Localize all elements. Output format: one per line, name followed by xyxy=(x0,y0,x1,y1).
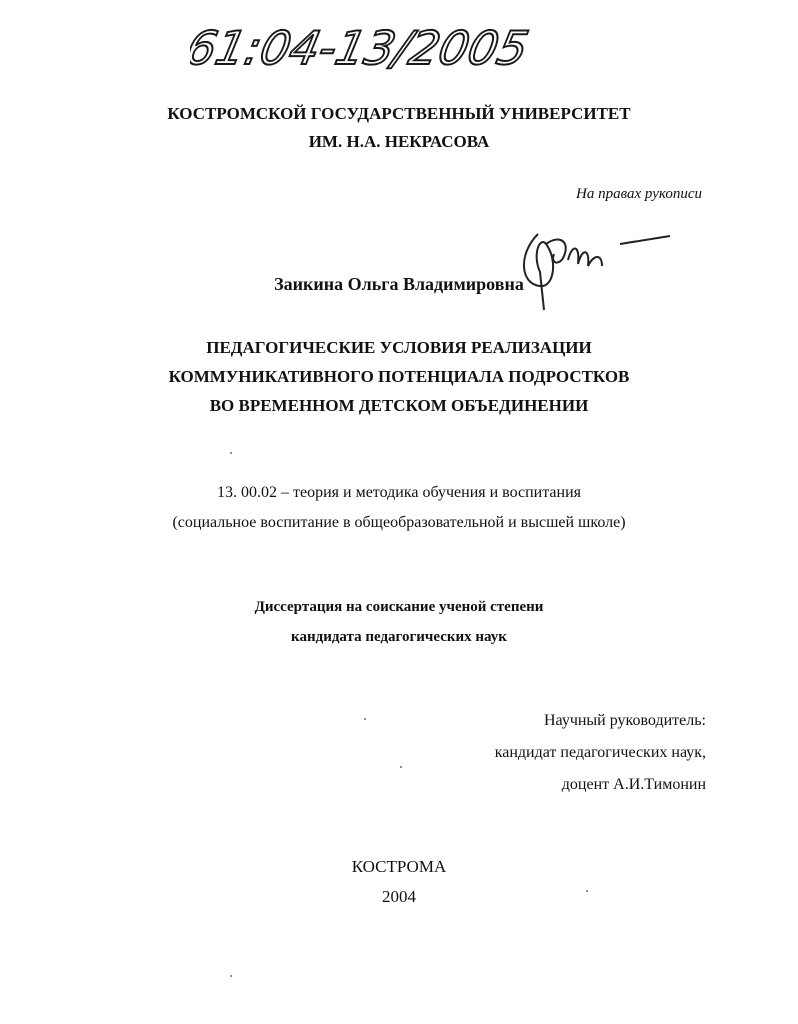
scan-speck xyxy=(400,766,402,768)
degree-line-1: Диссертация на соискание ученой степени xyxy=(254,599,544,615)
supervisor-label: Научный руководитель: xyxy=(543,712,706,729)
city-name: КОСТРОМА xyxy=(351,857,447,876)
scan-speck xyxy=(586,890,588,892)
scan-speck xyxy=(364,718,366,720)
handwritten-code-text: 61:04-13/2005 xyxy=(190,21,533,75)
year: 2004 xyxy=(382,887,416,906)
dissertation-title xyxy=(0,333,798,420)
handwritten-signature xyxy=(510,214,680,314)
handwritten-code-drawing xyxy=(190,16,550,76)
title-line-3: ВО ВРЕМЕННОМ ДЕТСКОМ ОБЪЕДИНЕНИИ xyxy=(209,396,589,415)
title-line-2: КОММУНИКАТИВНОГО ПОТЕНЦИАЛА ПОДРОСТКОВ xyxy=(168,367,630,386)
specialty-detail: (социальное воспитание в общеобразовательной и высшей школе) xyxy=(172,514,626,531)
handwritten-catalog-number xyxy=(190,16,550,76)
place-and-year xyxy=(0,852,798,912)
supervisor-block xyxy=(495,705,706,801)
title-line-1: ПЕДАГОГИЧЕСКИЕ УСЛОВИЯ РЕАЛИЗАЦИИ xyxy=(206,338,592,357)
manuscript-rights-note: На правах рукописи xyxy=(576,186,702,202)
university-named-after: ИМ. Н.А. НЕКРАСОВА xyxy=(308,132,490,151)
university-heading xyxy=(0,100,798,156)
supervisor-name: доцент А.И.Тимонин xyxy=(561,776,706,793)
degree-line-2: кандидата педагогических наук xyxy=(291,629,507,645)
degree-block xyxy=(0,592,798,652)
university-name: КОСТРОМСКОЙ ГОСУДАРСТВЕННЫЙ УНИВЕРСИТЕТ xyxy=(167,104,631,123)
specialty-code: 13. 00.02 – теория и методика обучения и воспитания xyxy=(216,484,582,501)
signature-drawing xyxy=(510,214,680,314)
supervisor-degree: кандидат педагогических наук, xyxy=(494,744,706,761)
scan-speck xyxy=(230,452,232,454)
scan-speck xyxy=(230,975,232,977)
author-name: Заикина Ольга Владимировна xyxy=(274,274,524,294)
specialty-block xyxy=(0,478,798,538)
